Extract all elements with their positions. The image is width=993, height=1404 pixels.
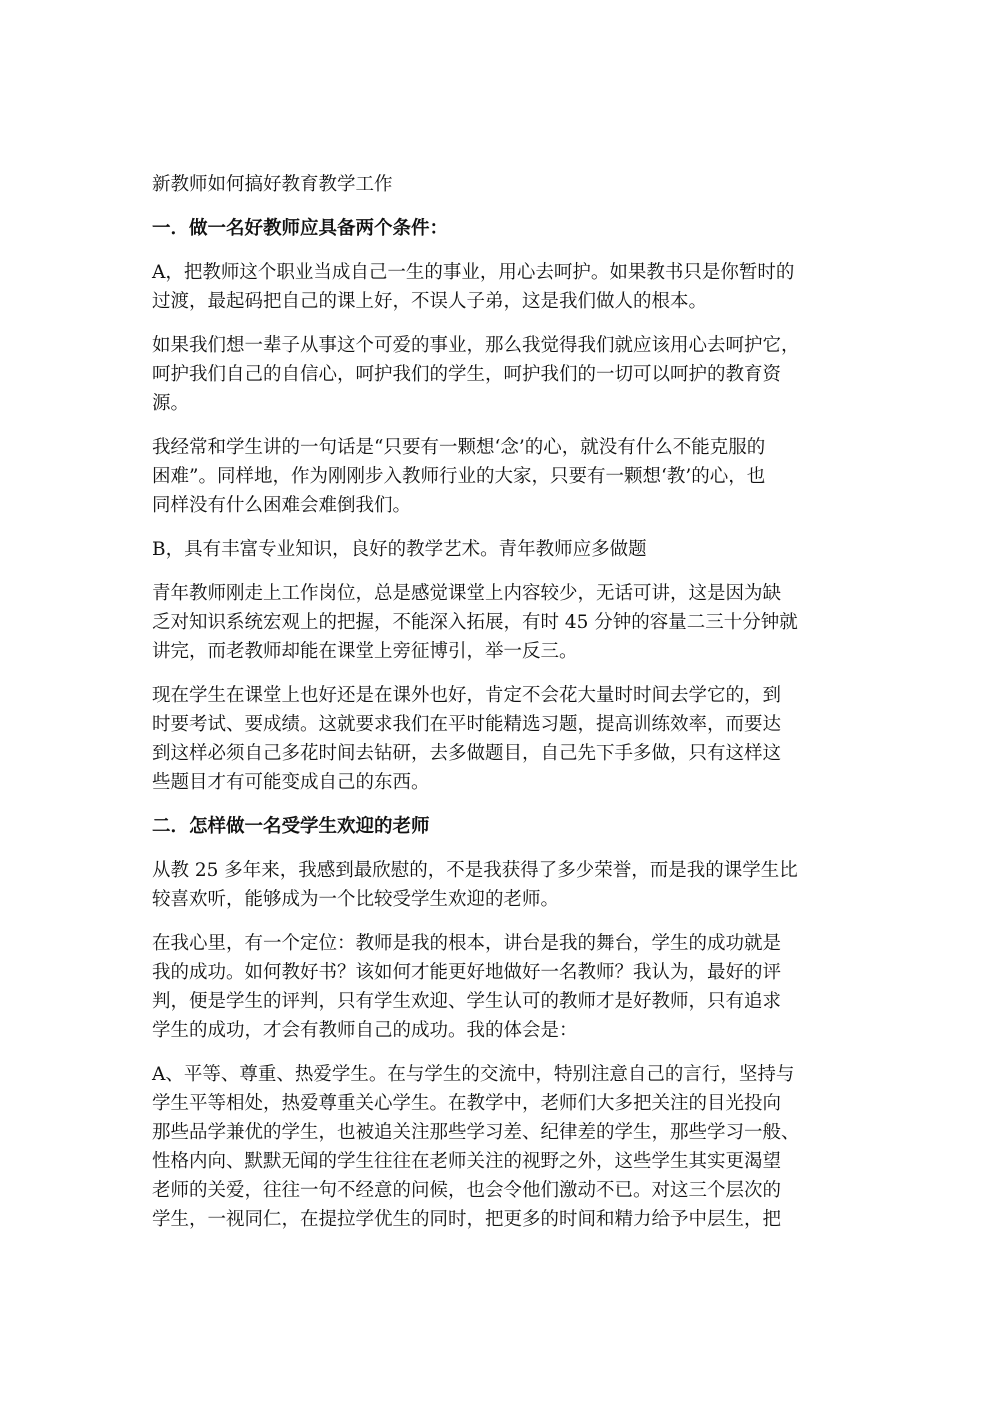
- text-line: 青年教师刚走上工作岗位，总是感觉课堂上内容较少，无话可讲，这是因为缺: [152, 583, 782, 604]
- text-line: 现在学生在课堂上也好还是在课外也好，肯定不会花大量时时间去学它的，到: [152, 685, 782, 706]
- text-line: 我的成功。如何教好书？该如何才能更好地做好一名教师？我认为，最好的评: [152, 962, 782, 983]
- text-line: A、平等、尊重、热爱学生。在与学生的交流中，特别注意自己的言行，坚持与: [152, 1064, 795, 1085]
- text-line: 乏对知识系统宏观上的把握，不能深入拓展，有时 45 分钟的容量二三十分钟就: [152, 612, 798, 633]
- text-line: 讲完，而老教师却能在课堂上旁征博引，举一反三。: [152, 641, 578, 662]
- paragraph-i: [152, 1060, 852, 1234]
- paragraph-c: [152, 433, 852, 520]
- text-line: 呵护我们自己的自信心，呵护我们的学生，呵护我们的一切可以呵护的教育资: [152, 364, 782, 385]
- section-heading-1: [152, 214, 852, 243]
- document-title: [152, 170, 852, 199]
- text-line: 性格内向、默默无闻的学生往往在老师关注的视野之外，这些学生其实更渴望: [152, 1151, 782, 1172]
- paragraph-f: [152, 681, 852, 797]
- text-line: 学生平等相处，热爱尊重关心学生。在教学中，老师们大多把关注的目光投向: [152, 1093, 782, 1114]
- text-line: 同样没有什么困难会难倒我们。: [152, 495, 412, 516]
- section-heading-2: [152, 812, 852, 841]
- document-body: [152, 170, 852, 1234]
- paragraph-g: [152, 856, 852, 914]
- text-line: 时要考试、要成绩。这就要求我们在平时能精选习题，提高训练效率，而要达: [152, 714, 782, 735]
- heading-line: 二．怎样做一名受学生欢迎的老师: [152, 816, 430, 837]
- text-line: 那些品学兼优的学生，也被追关注那些学习差、纪律差的学生，那些学习一般、: [152, 1122, 800, 1143]
- paragraph-b: [152, 331, 852, 418]
- text-line: 在我心里，有一个定位：教师是我的根本，讲台是我的舞台，学生的成功就是: [152, 933, 782, 954]
- text-line: 源。: [152, 393, 190, 414]
- paragraph-e: [152, 579, 852, 666]
- text-line: 老师的关爱，往往一句不经意的问候，也会令他们激动不已。对这三个层次的: [152, 1180, 782, 1201]
- paragraph-d: [152, 535, 852, 564]
- text-line: 如果我们想一辈子从事这个可爱的事业，那么我觉得我们就应该用心去呵护它，: [152, 335, 800, 356]
- text-line: 我经常和学生讲的一句话是“只要有一颗想‘念’的心，就没有什么不能克服的: [152, 437, 766, 458]
- title-line: 新教师如何搞好教育教学工作: [152, 174, 393, 195]
- text-line: 困难”。同样地，作为刚刚步入教师行业的大家，只要有一颗想‘教’的心，也: [152, 466, 766, 487]
- text-line: 较喜欢听，能够成为一个比较受学生欢迎的老师。: [152, 889, 560, 910]
- text-line: 判，便是学生的评判，只有学生欢迎、学生认可的教师才是好教师，只有追求: [152, 991, 782, 1012]
- paragraph-a: [152, 258, 852, 316]
- heading-line: 一．做一名好教师应具备两个条件：: [152, 218, 449, 239]
- text-line: 学生，一视同仁，在提拉学优生的同时，把更多的时间和精力给予中层生，把: [152, 1209, 782, 1230]
- text-line: A，把教师这个职业当成自己一生的事业，用心去呵护。如果教书只是你暂时的: [152, 262, 795, 283]
- text-line: 些题目才有可能变成自己的东西。: [152, 772, 430, 793]
- text-line: 过渡，最起码把自己的课上好，不误人子弟，这是我们做人的根本。: [152, 291, 708, 312]
- paragraph-h: [152, 929, 852, 1045]
- text-line: B，具有丰富专业知识，良好的教学艺术。青年教师应多做题: [152, 539, 647, 560]
- text-line: 学生的成功，才会有教师自己的成功。我的体会是：: [152, 1020, 578, 1041]
- text-line: 到这样必须自己多花时间去钻研，去多做题目，自己先下手多做，只有这样这: [152, 743, 782, 764]
- text-line: 从教 25 多年来，我感到最欣慰的，不是我获得了多少荣誉，而是我的课学生比: [152, 860, 798, 881]
